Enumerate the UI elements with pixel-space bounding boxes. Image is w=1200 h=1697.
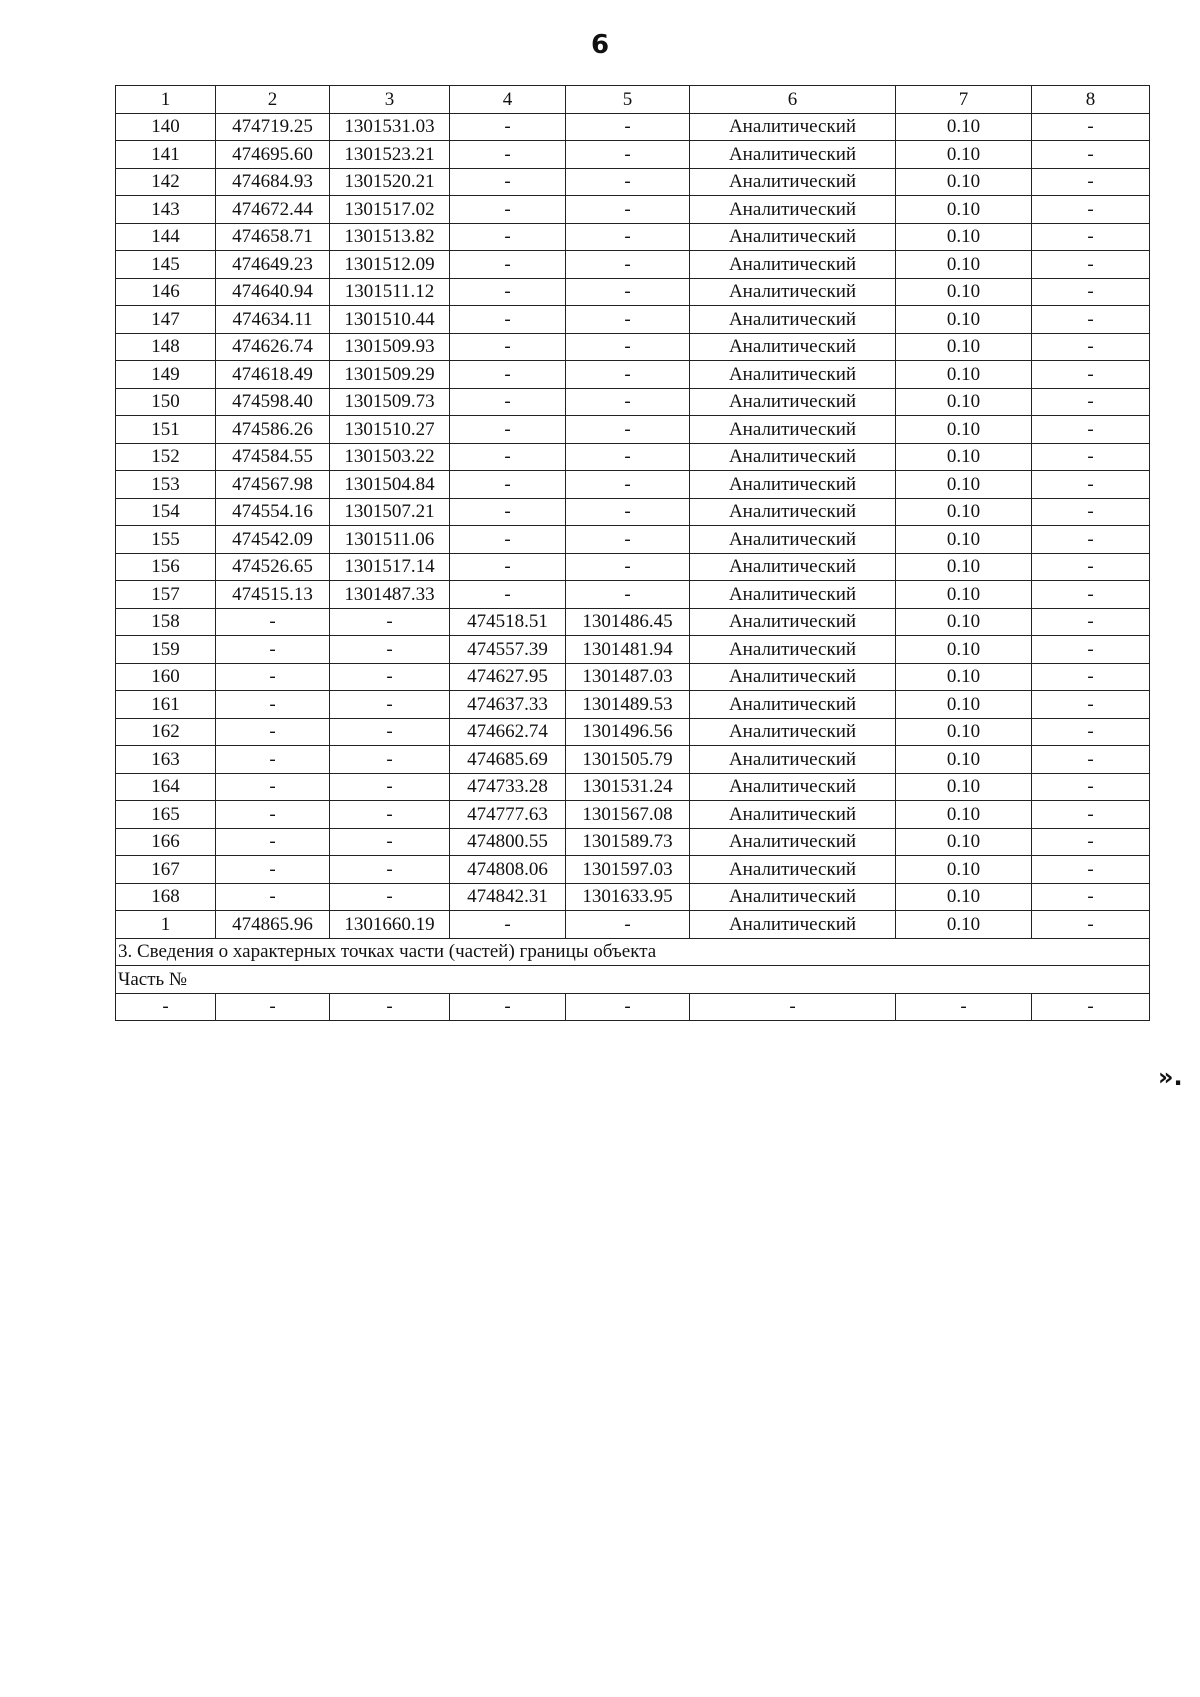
table-cell-col-1: 150	[116, 388, 216, 416]
table-cell-col-8: -	[1032, 553, 1150, 581]
table-cell-col-4: 474685.69	[450, 746, 566, 774]
table-row	[116, 773, 1150, 801]
table-cell-col-8: -	[1032, 333, 1150, 361]
table-row	[116, 306, 1150, 334]
table-cell-col-5: -	[566, 361, 690, 389]
table-cell-col-2: 474586.26	[216, 416, 330, 444]
table-row	[116, 801, 1150, 829]
table-cell-col-7: 0.10	[896, 581, 1032, 609]
table-row	[116, 361, 1150, 389]
table-cell-col-4: 474557.39	[450, 636, 566, 664]
table-cell-col-4: -	[450, 388, 566, 416]
table-cell-col-8: -	[1032, 196, 1150, 224]
table-cell-col-6: Аналитический	[690, 526, 896, 554]
table-row	[116, 608, 1150, 636]
table-cell-col-2: 474695.60	[216, 141, 330, 169]
table-cell-col-4: -	[450, 251, 566, 279]
table-cell-col-3: 1301513.82	[330, 223, 450, 251]
table-cell-col-8: -	[1032, 416, 1150, 444]
table-cell-col-8: -	[1032, 113, 1150, 141]
table-cell-col-8: -	[1032, 526, 1150, 554]
table-cell-col-4: -	[450, 141, 566, 169]
table-cell-col-5: -	[566, 471, 690, 499]
table-cell-col-8: -	[1032, 691, 1150, 719]
table-cell-col-3: -	[330, 718, 450, 746]
table-cell-col-5: -	[566, 278, 690, 306]
table-cell-col-7: 0.10	[896, 168, 1032, 196]
table-cell-col-3: -	[330, 828, 450, 856]
table-cell-col-7: -	[896, 993, 1032, 1021]
table-row	[116, 911, 1150, 939]
table-cell-col-7: 0.10	[896, 608, 1032, 636]
table-cell-col-7: 0.10	[896, 636, 1032, 664]
table-cell-col-2: 474649.23	[216, 251, 330, 279]
table-cell-col-2: -	[216, 746, 330, 774]
table-cell-col-4: -	[450, 498, 566, 526]
table-cell-col-7: 0.10	[896, 911, 1032, 939]
table-row	[116, 993, 1150, 1021]
table-cell-col-5: -	[566, 388, 690, 416]
table-header-row	[116, 86, 1150, 114]
table-cell-col-7: 0.10	[896, 141, 1032, 169]
table-cell-col-6: Аналитический	[690, 196, 896, 224]
table-row	[116, 251, 1150, 279]
table-cell-col-8: -	[1032, 608, 1150, 636]
table-cell-col-8: -	[1032, 223, 1150, 251]
part-label: Часть №	[116, 966, 1150, 994]
table-cell-col-3: -	[330, 773, 450, 801]
table-cell-col-5: 1301489.53	[566, 691, 690, 719]
table-cell-col-7: 0.10	[896, 443, 1032, 471]
closing-quote-mark: ».	[1158, 1063, 1183, 1091]
table-cell-col-2: 474634.11	[216, 306, 330, 334]
table-cell-col-6: Аналитический	[690, 333, 896, 361]
table-cell-col-1: 164	[116, 773, 216, 801]
table-cell-col-8: -	[1032, 361, 1150, 389]
table-cell-col-1: 1	[116, 86, 216, 114]
table-cell-col-3: 1301509.29	[330, 361, 450, 389]
table-cell-col-7: 0.10	[896, 416, 1032, 444]
table-cell-col-1: 163	[116, 746, 216, 774]
table-cell-col-2: -	[216, 718, 330, 746]
table-cell-col-6: Аналитический	[690, 691, 896, 719]
table-cell-col-3: 1301509.73	[330, 388, 450, 416]
table-cell-col-7: 0.10	[896, 801, 1032, 829]
table-cell-col-6: Аналитический	[690, 113, 896, 141]
table-cell-col-8: -	[1032, 581, 1150, 609]
table-cell-col-1: 158	[116, 608, 216, 636]
table-cell-col-7: 7	[896, 86, 1032, 114]
table-cell-col-5: 1301589.73	[566, 828, 690, 856]
table-cell-col-4: 474800.55	[450, 828, 566, 856]
table-cell-col-8: -	[1032, 773, 1150, 801]
table-cell-col-5: -	[566, 168, 690, 196]
table-cell-col-4: 474662.74	[450, 718, 566, 746]
table-cell-col-4: -	[450, 553, 566, 581]
table-cell-col-2: 474554.16	[216, 498, 330, 526]
table-cell-col-8: -	[1032, 388, 1150, 416]
table-cell-col-4: -	[450, 223, 566, 251]
table-cell-col-1: 155	[116, 526, 216, 554]
table-cell-col-3: -	[330, 856, 450, 884]
table-cell-col-1: 142	[116, 168, 216, 196]
table-row	[116, 443, 1150, 471]
table-row	[116, 168, 1150, 196]
table-row	[116, 498, 1150, 526]
table-cell-col-2: -	[216, 883, 330, 911]
table-cell-col-1: 152	[116, 443, 216, 471]
table-cell-col-2: 474584.55	[216, 443, 330, 471]
table-cell-col-1: 166	[116, 828, 216, 856]
table-cell-col-2: 474515.13	[216, 581, 330, 609]
table-cell-col-7: 0.10	[896, 526, 1032, 554]
table-cell-col-6: Аналитический	[690, 663, 896, 691]
table-cell-col-4: 474777.63	[450, 801, 566, 829]
table-cell-col-5: -	[566, 553, 690, 581]
table-cell-col-7: 0.10	[896, 196, 1032, 224]
table-cell-col-5: 1301487.03	[566, 663, 690, 691]
table-cell-col-6: Аналитический	[690, 636, 896, 664]
table-cell-col-7: 0.10	[896, 691, 1032, 719]
table-cell-col-8: -	[1032, 168, 1150, 196]
table-cell-col-5: 1301531.24	[566, 773, 690, 801]
table-cell-col-6: Аналитический	[690, 278, 896, 306]
table-row	[116, 471, 1150, 499]
table-cell-col-5: 1301496.56	[566, 718, 690, 746]
table-cell-col-5: -	[566, 498, 690, 526]
table-cell-col-6: Аналитический	[690, 223, 896, 251]
table-cell-col-3: 1301512.09	[330, 251, 450, 279]
table-cell-col-4: -	[450, 443, 566, 471]
table-cell-col-7: 0.10	[896, 828, 1032, 856]
table-cell-col-8: -	[1032, 993, 1150, 1021]
table-cell-col-6: Аналитический	[690, 361, 896, 389]
table-cell-col-1: 140	[116, 113, 216, 141]
table-cell-col-2: 474640.94	[216, 278, 330, 306]
table-cell-col-6: 6	[690, 86, 896, 114]
table-cell-col-6: Аналитический	[690, 608, 896, 636]
table-cell-col-4: -	[450, 278, 566, 306]
table-cell-col-5: -	[566, 306, 690, 334]
table-cell-col-2: -	[216, 663, 330, 691]
table-cell-col-3: 1301510.27	[330, 416, 450, 444]
table-cell-col-6: Аналитический	[690, 911, 896, 939]
table-cell-col-4: -	[450, 306, 566, 334]
table-cell-col-3: 1301507.21	[330, 498, 450, 526]
table-cell-col-8: -	[1032, 718, 1150, 746]
table-row	[116, 113, 1150, 141]
table-cell-col-4: -	[450, 526, 566, 554]
table-cell-col-6: Аналитический	[690, 746, 896, 774]
table-cell-col-7: 0.10	[896, 388, 1032, 416]
table-cell-col-7: 0.10	[896, 333, 1032, 361]
table-row	[116, 663, 1150, 691]
table-cell-col-8: -	[1032, 636, 1150, 664]
table-cell-col-1: 156	[116, 553, 216, 581]
table-cell-col-2: 474598.40	[216, 388, 330, 416]
table-cell-col-4: 474518.51	[450, 608, 566, 636]
table-cell-col-6: Аналитический	[690, 141, 896, 169]
table-cell-col-2: -	[216, 773, 330, 801]
table-cell-col-6: Аналитический	[690, 443, 896, 471]
table-cell-col-6: Аналитический	[690, 306, 896, 334]
table-cell-col-3: 1301487.33	[330, 581, 450, 609]
table-cell-col-2: 474567.98	[216, 471, 330, 499]
table-cell-col-4: -	[450, 581, 566, 609]
table-cell-col-7: 0.10	[896, 856, 1032, 884]
table-cell-col-2: -	[216, 828, 330, 856]
table-cell-col-5: -	[566, 416, 690, 444]
table-cell-col-6: Аналитический	[690, 718, 896, 746]
table-cell-col-1: 167	[116, 856, 216, 884]
table-cell-col-1: 149	[116, 361, 216, 389]
table-cell-col-1: 160	[116, 663, 216, 691]
table-cell-col-4: 474808.06	[450, 856, 566, 884]
table-cell-col-1: 151	[116, 416, 216, 444]
table-cell-col-6: Аналитический	[690, 883, 896, 911]
table-cell-col-3: 1301517.02	[330, 196, 450, 224]
table-cell-col-7: 0.10	[896, 773, 1032, 801]
table-cell-col-5: 5	[566, 86, 690, 114]
table-cell-col-2: 474542.09	[216, 526, 330, 554]
table-cell-col-7: 0.10	[896, 251, 1032, 279]
table-row	[116, 691, 1150, 719]
table-cell-col-4: -	[450, 993, 566, 1021]
table-cell-col-2: 474865.96	[216, 911, 330, 939]
table-cell-col-8: -	[1032, 883, 1150, 911]
table-row	[116, 223, 1150, 251]
table-cell-col-3: 1301509.93	[330, 333, 450, 361]
table-row	[116, 416, 1150, 444]
table-cell-col-1: 165	[116, 801, 216, 829]
table-cell-col-3: 1301520.21	[330, 168, 450, 196]
table-cell-col-3: 1301511.12	[330, 278, 450, 306]
table-cell-col-2: -	[216, 691, 330, 719]
table-cell-col-5: -	[566, 581, 690, 609]
table-cell-col-4: 474842.31	[450, 883, 566, 911]
table-cell-col-4: -	[450, 333, 566, 361]
table-row	[116, 746, 1150, 774]
table-row	[116, 388, 1150, 416]
table-cell-col-7: 0.10	[896, 553, 1032, 581]
table-cell-col-2: 474719.25	[216, 113, 330, 141]
table-cell-col-5: -	[566, 911, 690, 939]
table-cell-col-7: 0.10	[896, 663, 1032, 691]
table-cell-col-3: -	[330, 663, 450, 691]
table-cell-col-4: -	[450, 113, 566, 141]
table-cell-col-3: 1301511.06	[330, 526, 450, 554]
table-cell-col-7: 0.10	[896, 718, 1032, 746]
table-cell-col-7: 0.10	[896, 278, 1032, 306]
table-cell-col-8: -	[1032, 911, 1150, 939]
table-cell-col-5: -	[566, 141, 690, 169]
table-row	[116, 196, 1150, 224]
table-cell-col-7: 0.10	[896, 471, 1032, 499]
table-cell-col-5: -	[566, 443, 690, 471]
page-number: 6	[590, 30, 610, 60]
table-cell-col-1: 153	[116, 471, 216, 499]
table-cell-col-8: -	[1032, 498, 1150, 526]
table-cell-col-1: 168	[116, 883, 216, 911]
table-cell-col-1: 161	[116, 691, 216, 719]
table-cell-col-8: -	[1032, 251, 1150, 279]
table-cell-col-2: 2	[216, 86, 330, 114]
table-cell-col-2: -	[216, 993, 330, 1021]
table-cell-col-6: -	[690, 993, 896, 1021]
table-cell-col-5: -	[566, 993, 690, 1021]
table-cell-col-5: 1301505.79	[566, 746, 690, 774]
table-cell-col-8: 8	[1032, 86, 1150, 114]
table-row	[116, 141, 1150, 169]
table-cell-col-7: 0.10	[896, 223, 1032, 251]
table-cell-col-3: 1301504.84	[330, 471, 450, 499]
table-cell-col-5: 1301481.94	[566, 636, 690, 664]
table-cell-col-5: -	[566, 223, 690, 251]
table-cell-col-5: 1301567.08	[566, 801, 690, 829]
table-cell-col-7: 0.10	[896, 306, 1032, 334]
table-cell-col-5: 1301633.95	[566, 883, 690, 911]
table-cell-col-5: 1301486.45	[566, 608, 690, 636]
table-cell-col-6: Аналитический	[690, 498, 896, 526]
table-cell-col-3: -	[330, 883, 450, 911]
table-cell-col-6: Аналитический	[690, 388, 896, 416]
table-row	[116, 581, 1150, 609]
table-cell-col-7: 0.10	[896, 113, 1032, 141]
table-cell-col-2: -	[216, 856, 330, 884]
table-cell-col-3: 1301510.44	[330, 306, 450, 334]
table-cell-col-1: 1	[116, 911, 216, 939]
table-cell-col-1: 144	[116, 223, 216, 251]
table-cell-col-7: 0.10	[896, 883, 1032, 911]
table-cell-col-5: -	[566, 196, 690, 224]
table-cell-col-2: -	[216, 801, 330, 829]
table-cell-col-6: Аналитический	[690, 553, 896, 581]
table-cell-col-1: 143	[116, 196, 216, 224]
table-cell-col-2: -	[216, 636, 330, 664]
table-row	[116, 636, 1150, 664]
table-cell-col-6: Аналитический	[690, 471, 896, 499]
table-cell-col-7: 0.10	[896, 746, 1032, 774]
table-cell-col-8: -	[1032, 443, 1150, 471]
part-label-row	[116, 966, 1150, 994]
table-cell-col-3: 1301660.19	[330, 911, 450, 939]
table-row	[116, 828, 1150, 856]
table-cell-col-8: -	[1032, 141, 1150, 169]
table-cell-col-3: 1301503.22	[330, 443, 450, 471]
table-cell-col-1: 145	[116, 251, 216, 279]
table-cell-col-4: -	[450, 361, 566, 389]
table-cell-col-1: 162	[116, 718, 216, 746]
table-row	[116, 883, 1150, 911]
table-cell-col-6: Аналитический	[690, 251, 896, 279]
table-row	[116, 333, 1150, 361]
table-cell-col-1: 159	[116, 636, 216, 664]
table-cell-col-6: Аналитический	[690, 168, 896, 196]
table-cell-col-5: -	[566, 113, 690, 141]
coordinates-table	[115, 85, 1150, 1021]
table-body	[116, 86, 1150, 1021]
table-cell-col-7: 0.10	[896, 361, 1032, 389]
table-cell-col-1: 154	[116, 498, 216, 526]
table-cell-col-6: Аналитический	[690, 581, 896, 609]
table-cell-col-3: -	[330, 746, 450, 774]
section-title: 3. Сведения о характерных точках части (частей) границы объекта	[116, 938, 1150, 966]
table-cell-col-8: -	[1032, 746, 1150, 774]
table-cell-col-6: Аналитический	[690, 856, 896, 884]
table-cell-col-4: -	[450, 471, 566, 499]
table-row	[116, 278, 1150, 306]
table-cell-col-5: -	[566, 526, 690, 554]
table-cell-col-4: -	[450, 168, 566, 196]
table-cell-col-4: -	[450, 196, 566, 224]
table-cell-col-1: -	[116, 993, 216, 1021]
table-cell-col-1: 148	[116, 333, 216, 361]
table-cell-col-3: -	[330, 993, 450, 1021]
table-cell-col-6: Аналитический	[690, 801, 896, 829]
table-cell-col-5: 1301597.03	[566, 856, 690, 884]
table-cell-col-2: -	[216, 608, 330, 636]
table-cell-col-3: 1301517.14	[330, 553, 450, 581]
table-cell-col-2: 474658.71	[216, 223, 330, 251]
table-cell-col-5: -	[566, 333, 690, 361]
table-cell-col-6: Аналитический	[690, 773, 896, 801]
table-cell-col-3: -	[330, 636, 450, 664]
table-cell-col-3: 1301523.21	[330, 141, 450, 169]
table-cell-col-2: 474672.44	[216, 196, 330, 224]
table-cell-col-2: 474626.74	[216, 333, 330, 361]
table-cell-col-3: -	[330, 691, 450, 719]
table-cell-col-1: 141	[116, 141, 216, 169]
table-cell-col-4: 474637.33	[450, 691, 566, 719]
table-row	[116, 553, 1150, 581]
table-cell-col-8: -	[1032, 828, 1150, 856]
table-cell-col-8: -	[1032, 278, 1150, 306]
table-cell-col-8: -	[1032, 856, 1150, 884]
section-title-row	[116, 938, 1150, 966]
table-cell-col-8: -	[1032, 471, 1150, 499]
table-cell-col-5: -	[566, 251, 690, 279]
table-cell-col-2: 474618.49	[216, 361, 330, 389]
table-cell-col-4: 4	[450, 86, 566, 114]
table-cell-col-3: 1301531.03	[330, 113, 450, 141]
table-cell-col-1: 157	[116, 581, 216, 609]
table-cell-col-8: -	[1032, 306, 1150, 334]
table-cell-col-1: 146	[116, 278, 216, 306]
table-cell-col-3: -	[330, 608, 450, 636]
table-row	[116, 526, 1150, 554]
table-cell-col-7: 0.10	[896, 498, 1032, 526]
table-cell-col-3: 3	[330, 86, 450, 114]
table-cell-col-1: 147	[116, 306, 216, 334]
table-cell-col-2: 474684.93	[216, 168, 330, 196]
table-cell-col-6: Аналитический	[690, 828, 896, 856]
table-cell-col-8: -	[1032, 801, 1150, 829]
table-cell-col-4: -	[450, 911, 566, 939]
table-row	[116, 718, 1150, 746]
table-cell-col-4: -	[450, 416, 566, 444]
table-cell-col-6: Аналитический	[690, 416, 896, 444]
table-row	[116, 856, 1150, 884]
table-cell-col-4: 474627.95	[450, 663, 566, 691]
table-cell-col-3: -	[330, 801, 450, 829]
table-cell-col-2: 474526.65	[216, 553, 330, 581]
table-cell-col-4: 474733.28	[450, 773, 566, 801]
table-cell-col-8: -	[1032, 663, 1150, 691]
